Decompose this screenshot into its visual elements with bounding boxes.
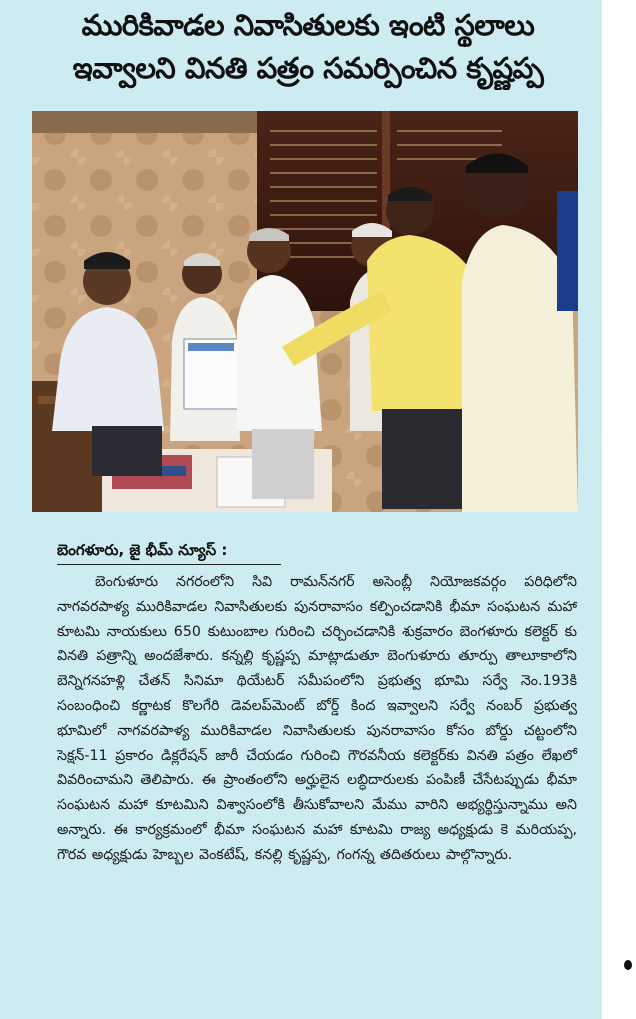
article-body: బెంగుళూరు నగరంలోని సివి రామన్‌నగర్ అసెంబ్లీ నియోజకవర్గం పరిధిలోని నాగవరపాళ్య మురికివాడల నివాసితులకు పునరావాసం కల్పించడానికి భీమా సంఘటన మహా కూటమి నాయకులు 650 కుటుంబాల గురించి చర్చించడానికి శుక్రవారం బెంగళూరు కలెక్టర్ కు వినతి పత్రాన్ని అందజేశారు. కన్నల్లి కృష్ణప్ప మాట్లాడుతూ బెంగుళూరు తూర్పు తాలూకాలోని బెన్నిగనహళ్లి చేతన్ సినిమా థియేటర్ సమీపంలోని ప్రభుత్వ భూమి సర్వే నెం.193కి సంబంధించి కర్ణాటక కొలగేరి డెవలప్‌మెంట్ బోర్డ్ కింద ఇవ్వాలని సర్వే నంబర్ ప్రభుత్వ భూమిలో నాగవరపాళ్య మురికివాడల నివాసితులకు పునరావాసం కోసం బోర్డు చట్టంలోని సెక్షన్-11 ప్రకారం డిక్లరేషన్ జారీ చేయడం గురించి గౌరవనీయ కలెక్టర్‌కు వినతి పత్రం లేఖలో వివరించామని తెలిపారు. ఈ ప్రాంతంలోని అర్హులైన లబ్ధిదారులకు పంపిణీ చేసేటప్పుడు భీమా సంఘటన మహా కూటమిని విశ్వాసంలోకి తీసుకోవాలని మేము వారిని అభ్యర్థిస్తున్నాము అని అన్నారు. ఈ కార్యక్రమంలో భీమా సంఘటన మహా కూటమి రాజ్య అధ్యక్షుడు కె మరియప్ప, గౌరవ అధ్యక్షుడు హెబ్బల వెంకటేష్, కనల్లి కృష్ణప్ప, గంగన్న తదితరులు పాల్గొన్నారు. [57,574,577,863]
left-margin [0,0,10,1019]
adjacent-page-edge [602,0,636,1019]
headline-line-2: ఇవ్వాలని వినతి పత్రం సమర్పించిన కృష్ణప్ప [72,51,544,85]
article-headline [28,4,588,90]
byline-divider [57,564,281,565]
article-byline: బెంగళూరు, జై భీమ్ న్యూస్ : [57,541,228,559]
page-mark-icon [624,960,632,970]
headline-line-1: మురికివాడల నివాసితులకు ఇంటి స్థలాలు [81,8,535,42]
photo-icon [32,111,578,512]
article-photo [32,111,578,512]
